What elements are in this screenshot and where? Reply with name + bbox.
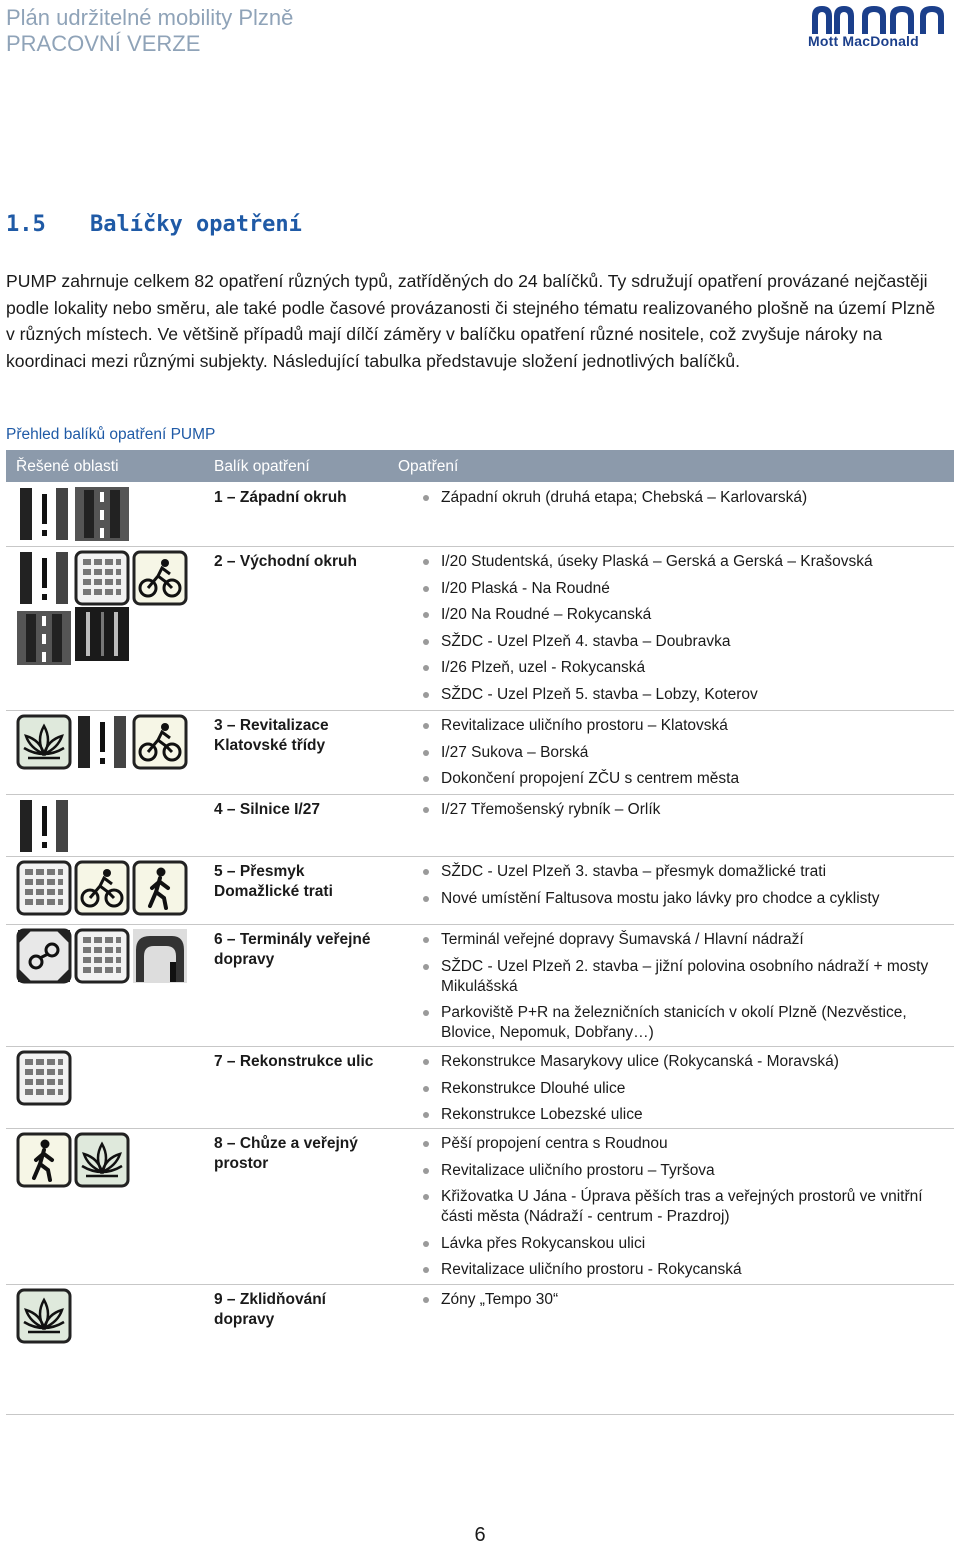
measure-item: Revitalizace uličního prostoru – Tyršova (421, 1161, 941, 1181)
package-name: 4 – Silnice I/27 (214, 801, 320, 818)
document-title: Plán udržitelné mobility Plzně (6, 5, 294, 30)
measure-item: I/27 Sukova – Borská (421, 743, 941, 763)
page-number: 6 (474, 1524, 486, 1546)
section-number: 1.5 (6, 212, 46, 237)
measure-item: Lávka přes Rokycanskou ulici (421, 1234, 941, 1254)
table-row (6, 546, 954, 711)
measure-item: Revitalizace uličního prostoru - Rokycanská (421, 1260, 941, 1280)
table-row (6, 482, 954, 547)
measures-list (421, 930, 941, 1050)
measure-item: Parkoviště P+R na železničních stanicích v okolí Plzně (Nezvěstice, Blovice, Nepomuk, Dobřany…) (421, 1003, 941, 1043)
document-status: PRACOVNÍ VERZE (6, 31, 201, 56)
measures-list (421, 800, 941, 827)
measure-item: Křižovatka U Jána - Úprava pěších tras a veřejných prostorů ve vnitřní části města (Nádraží - centrum - Prazdroj) (421, 1187, 941, 1227)
road-warning-icon (16, 798, 72, 854)
measures-list (421, 862, 941, 915)
measure-item: SŽDC - Uzel Plzeň 5. stavba – Lobzy, Koterov (421, 685, 941, 705)
measure-item: Revitalizace uličního prostoru – Klatovská (421, 716, 941, 736)
measure-item: I/27 Třemošenský rybník – Orlík (421, 800, 941, 820)
table-row (6, 794, 954, 857)
measure-item: Pěší propojení centra s Roudnou (421, 1134, 941, 1154)
package-name: 7 – Rekonstrukce ulic (214, 1053, 374, 1070)
area-icons (16, 714, 196, 770)
road-warning-icon (74, 714, 130, 770)
area-icons (16, 1132, 196, 1188)
road-warning-icon (16, 486, 72, 542)
lotus-icon (74, 1132, 130, 1188)
package-name: 5 – Přesmyk Domažlické trati (214, 863, 333, 900)
measures-list (421, 488, 941, 515)
package-name: 8 – Chůze a veřejný prostor (214, 1135, 358, 1172)
table-row (6, 924, 954, 1047)
section-title: Balíčky opatření (90, 212, 302, 237)
table-row (6, 710, 954, 795)
building-icon (16, 860, 72, 916)
header-measures: Opatření (398, 458, 459, 475)
area-icons (16, 486, 196, 542)
measure-item: Rekonstrukce Dlouhé ulice (421, 1079, 941, 1099)
measure-item: Nové umístění Faltusova mostu jako lávky pro chodce a cyklisty (421, 889, 941, 909)
lotus-icon (16, 714, 72, 770)
road-dark-icon (74, 606, 130, 662)
package-name: 1 – Západní okruh (214, 489, 347, 506)
area-icons (16, 550, 196, 666)
table-row (6, 1046, 954, 1129)
footer-divider (6, 1414, 954, 1415)
measure-item: Dokončení propojení ZČU s centrem města (421, 769, 941, 789)
area-icons (16, 1288, 196, 1344)
lotus-icon (16, 1288, 72, 1344)
table-row (6, 856, 954, 925)
cyclist-icon (132, 714, 188, 770)
table-caption: Přehled balíků opatření PUMP (6, 426, 216, 443)
transfer-icon (16, 928, 72, 984)
package-name: 2 – Východní okruh (214, 553, 357, 570)
mott-macdonald-logo (808, 4, 956, 54)
package-name: 9 – Zklidňování dopravy (214, 1291, 326, 1328)
measure-item: I/20 Studentská, úseky Plaská – Gerská a Gerská – Krašovská (421, 552, 941, 572)
measures-list (421, 552, 941, 712)
measure-item: SŽDC - Uzel Plzeň 4. stavba – Doubravka (421, 632, 941, 652)
table-row (6, 1284, 954, 1358)
road-lanes-icon (74, 486, 130, 542)
area-icons (16, 798, 196, 854)
section-heading (6, 212, 302, 237)
measures-list (421, 716, 941, 796)
measures-list (421, 1052, 941, 1132)
measure-item: Terminál veřejné dopravy Šumavská / Hlavní nádraží (421, 930, 941, 950)
measure-item: Rekonstrukce Lobezské ulice (421, 1105, 941, 1125)
road-warning-icon (16, 550, 72, 606)
building-icon (16, 1050, 72, 1106)
measure-item: SŽDC - Uzel Plzeň 2. stavba – jižní polovina osobního nádraží + mosty Mikulášská (421, 957, 941, 997)
pedestrian-icon (16, 1132, 72, 1188)
logo-text: Mott MacDonald (808, 33, 919, 49)
area-icons (16, 860, 196, 916)
cyclist-icon (132, 550, 188, 606)
measure-item: Západní okruh (druhá etapa; Chebská – Karlovarská) (421, 488, 941, 508)
building-icon (74, 550, 130, 606)
pedestrian-icon (132, 860, 188, 916)
measure-item: I/26 Plzeň, uzel - Rokycanská (421, 658, 941, 678)
building-icon (74, 928, 130, 984)
intro-paragraph: PUMP zahrnuje celkem 82 opatření různých typů, zatříděných do 24 balíčků. Ty sdružují opatření provázané nejčastěji podle lokality nebo směru, ale také podle časové provázanosti či stejného tématu realizovaného plošně na území Plzně v různých místech. Ve většině případů mají dílčí záměry v balíčku opatření různé nositele, což zvyšuje nároky na koordinaci mezi různými subjekty. Následující tabulka představuje složení jednotlivých balíčků. (6, 271, 936, 371)
measures-list (421, 1134, 941, 1287)
road-lanes-icon (16, 610, 72, 666)
area-icons (16, 1050, 196, 1106)
area-icons (16, 928, 196, 984)
header-areas: Řešené oblasti (16, 458, 119, 475)
measure-item: I/20 Plaská - Na Roudné (421, 579, 941, 599)
measure-item: I/20 Na Roudné – Rokycanská (421, 605, 941, 625)
parking-icon (132, 928, 188, 984)
measure-item: Rekonstrukce Masarykovy ulice (Rokycanská - Moravská) (421, 1052, 941, 1072)
table-row (6, 1128, 954, 1285)
package-name: 3 – Revitalizace Klatovské třídy (214, 717, 329, 754)
table-header (6, 450, 954, 482)
logo-mark-icon (808, 4, 956, 34)
header-package: Balík opatření (214, 458, 310, 475)
measure-item: SŽDC - Uzel Plzeň 3. stavba – přesmyk domažlické trati (421, 862, 941, 882)
cyclist-icon (74, 860, 130, 916)
measure-item: Zóny „Tempo 30“ (421, 1290, 941, 1310)
measures-list (421, 1290, 941, 1317)
package-name: 6 – Terminály veřejné dopravy (214, 931, 371, 968)
